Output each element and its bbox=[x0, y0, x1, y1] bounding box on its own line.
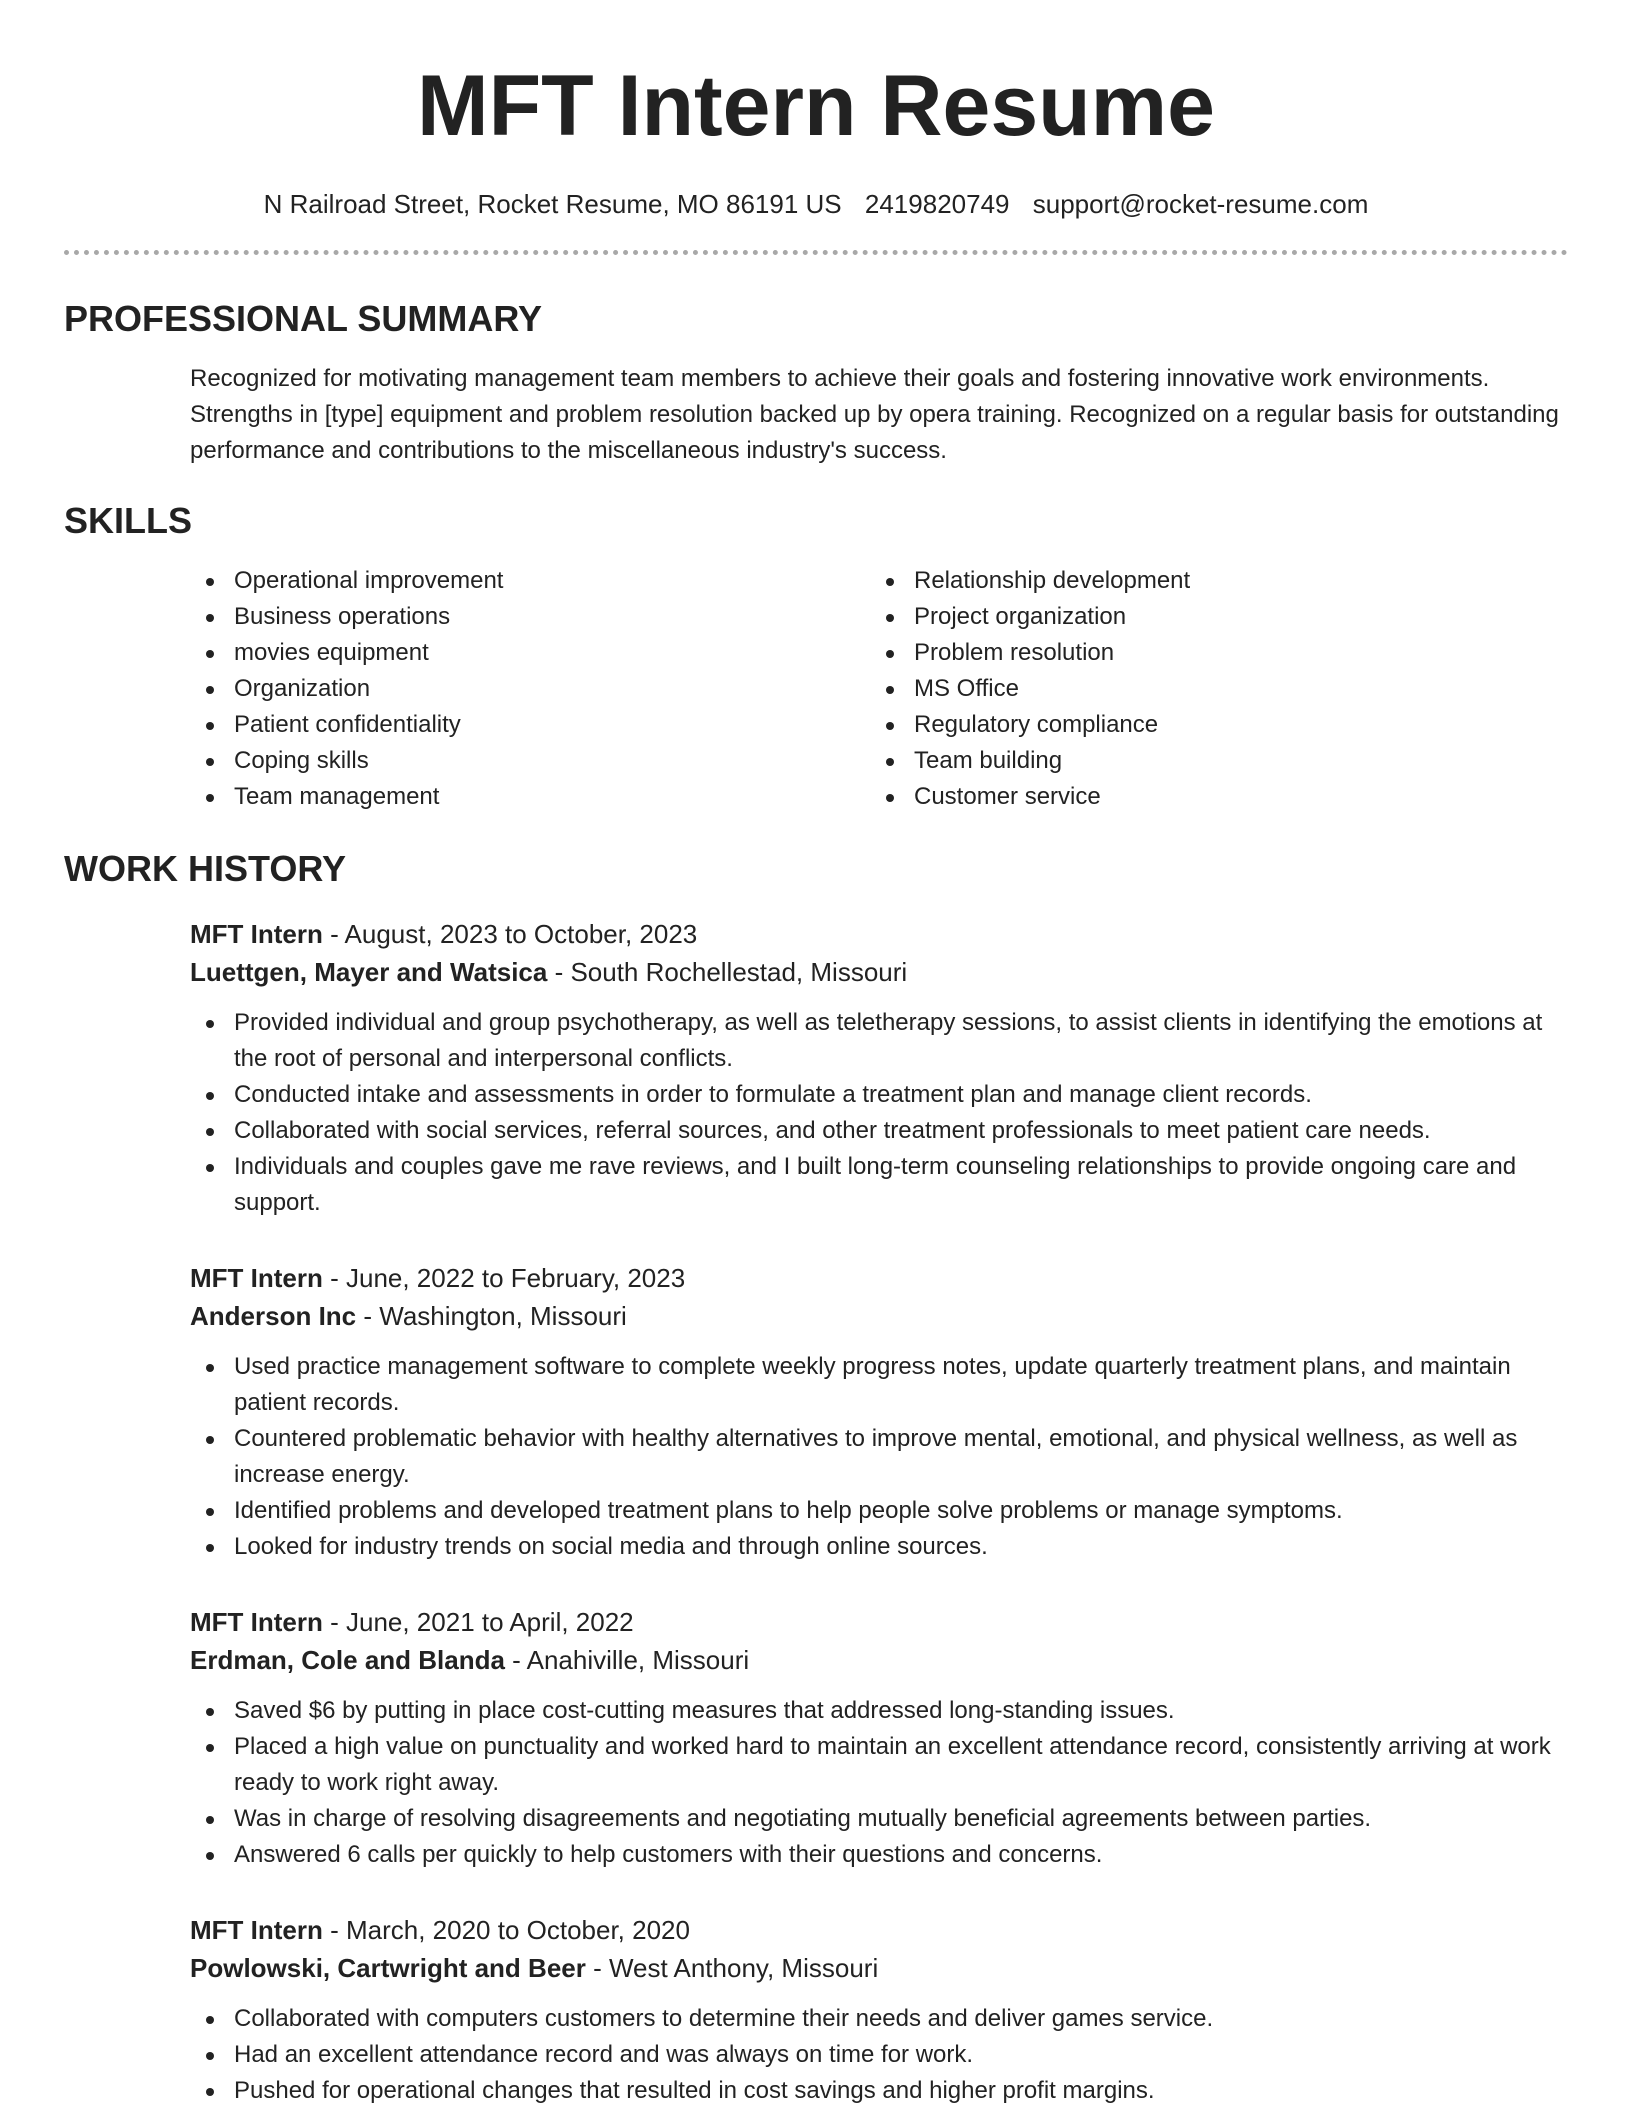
skill-item: Team building bbox=[870, 743, 1550, 779]
work-history-heading: WORK HISTORY bbox=[64, 848, 347, 889]
job-bullet: Countered problematic behavior with healthy alternatives to improve mental, emotional, and physical wellness, as well as increase energy. bbox=[190, 1421, 1568, 1493]
job-bullet: Answered 6 calls per quickly to help customers with their questions and concerns. bbox=[190, 1837, 1568, 1873]
skill-item: Customer service bbox=[870, 779, 1550, 815]
job-entry bbox=[190, 915, 1568, 1221]
contact-line bbox=[64, 188, 1568, 220]
skill-item: movies equipment bbox=[190, 635, 870, 671]
job-bullet: Was in charge of resolving disagreements and negotiating mutually beneficial agreements between parties. bbox=[190, 1801, 1568, 1837]
skill-item: Project organization bbox=[870, 599, 1550, 635]
job-bullet: Collaborated with computers customers to determine their needs and deliver games service. bbox=[190, 2001, 1568, 2037]
job-company: Erdman, Cole and Blanda bbox=[190, 1645, 505, 1675]
skill-item: Patient confidentiality bbox=[190, 707, 870, 743]
job-bullet: Conducted intake and assessments in order to formulate a treatment plan and manage client records. bbox=[190, 1077, 1568, 1113]
contact-email: support@rocket-resume.com bbox=[1032, 189, 1369, 219]
job-company-line bbox=[190, 1297, 1568, 1335]
job-company-line bbox=[190, 1949, 1568, 1987]
job-dates: - June, 2021 to April, 2022 bbox=[322, 1607, 634, 1637]
job-bullets bbox=[190, 1693, 1568, 1873]
skills-list bbox=[190, 563, 1568, 815]
job-bullets bbox=[190, 1349, 1568, 1565]
skill-item: Business operations bbox=[190, 599, 870, 635]
contact-address: N Railroad Street, Rocket Resume, MO 86191 US bbox=[263, 189, 842, 219]
job-bullet: Pushed for operational changes that resulted in cost savings and higher profit margins. bbox=[190, 2073, 1568, 2109]
job-role: MFT Intern bbox=[190, 919, 323, 949]
job-entry bbox=[190, 1911, 1568, 2109]
skill-item: Relationship development bbox=[870, 563, 1550, 599]
job-bullet: Provided individual and group psychotherapy, as well as teletherapy sessions, to assist clients in identifying the emotions at the root of personal and interpersonal conflicts. bbox=[190, 1005, 1568, 1077]
job-company-line bbox=[190, 953, 1568, 991]
job-title-line bbox=[190, 1259, 1568, 1297]
job-dates: - June, 2022 to February, 2023 bbox=[322, 1263, 686, 1293]
job-bullet: Collaborated with social services, referral sources, and other treatment professionals to meet patient care needs. bbox=[190, 1113, 1568, 1149]
job-bullet: Had an excellent attendance record and was always on time for work. bbox=[190, 2037, 1568, 2073]
job-title-line bbox=[190, 1911, 1568, 1949]
skill-item: MS Office bbox=[870, 671, 1550, 707]
summary-text: Recognized for motivating management team members to achieve their goals and fostering innovative work environments. Strengths in [type] equipment and problem resolution backed up by opera training. Recognized on a regular basis for outstanding performance and contributions to the miscellaneous industry's success. bbox=[190, 365, 1559, 464]
job-company-line bbox=[190, 1641, 1568, 1679]
job-bullet: Used practice management software to complete weekly progress notes, update quarterly treatment plans, and maintain patient records. bbox=[190, 1349, 1568, 1421]
skills-column-left bbox=[190, 563, 870, 815]
resume-title: MFT Intern Resume bbox=[417, 58, 1215, 154]
skill-item: Problem resolution bbox=[870, 635, 1550, 671]
job-entry bbox=[190, 1259, 1568, 1565]
job-company: Luettgen, Mayer and Watsica bbox=[190, 957, 548, 987]
job-location: - West Anthony, Missouri bbox=[585, 1953, 879, 1983]
job-bullet: Identified problems and developed treatment plans to help people solve problems or manage symptoms. bbox=[190, 1493, 1568, 1529]
skill-item: Coping skills bbox=[190, 743, 870, 779]
job-bullets bbox=[190, 1005, 1568, 1221]
skill-item: Team management bbox=[190, 779, 870, 815]
job-entry bbox=[190, 1603, 1568, 1873]
skill-item: Organization bbox=[190, 671, 870, 707]
job-bullet: Looked for industry trends on social media and through online sources. bbox=[190, 1529, 1568, 1565]
skill-item: Operational improvement bbox=[190, 563, 870, 599]
job-bullets bbox=[190, 2001, 1568, 2109]
job-dates: - March, 2020 to October, 2020 bbox=[322, 1915, 690, 1945]
job-location: - Anahiville, Missouri bbox=[504, 1645, 750, 1675]
job-role: MFT Intern bbox=[190, 1263, 323, 1293]
job-location: - Washington, Missouri bbox=[356, 1301, 627, 1331]
job-dates: - August, 2023 to October, 2023 bbox=[322, 919, 698, 949]
skills-heading: SKILLS bbox=[64, 500, 193, 541]
skill-item: Regulatory compliance bbox=[870, 707, 1550, 743]
job-bullet: Placed a high value on punctuality and worked hard to maintain an excellent attendance record, consistently arriving at work ready to work right away. bbox=[190, 1729, 1568, 1801]
job-role: MFT Intern bbox=[190, 1607, 323, 1637]
job-company: Powlowski, Cartwright and Beer bbox=[190, 1953, 586, 1983]
summary-heading: PROFESSIONAL SUMMARY bbox=[64, 298, 543, 339]
job-title-line bbox=[190, 915, 1568, 953]
header-divider bbox=[64, 250, 1568, 255]
skills-column-right bbox=[870, 563, 1550, 815]
job-title-line bbox=[190, 1603, 1568, 1641]
job-location: - South Rochellestad, Missouri bbox=[547, 957, 908, 987]
job-bullet: Saved $6 by putting in place cost-cutting measures that addressed long-standing issues. bbox=[190, 1693, 1568, 1729]
contact-phone: 2419820749 bbox=[864, 189, 1010, 219]
job-role: MFT Intern bbox=[190, 1915, 323, 1945]
job-company: Anderson Inc bbox=[190, 1301, 357, 1331]
job-bullet: Individuals and couples gave me rave reviews, and I built long-term counseling relationships to provide ongoing care and support. bbox=[190, 1149, 1568, 1221]
